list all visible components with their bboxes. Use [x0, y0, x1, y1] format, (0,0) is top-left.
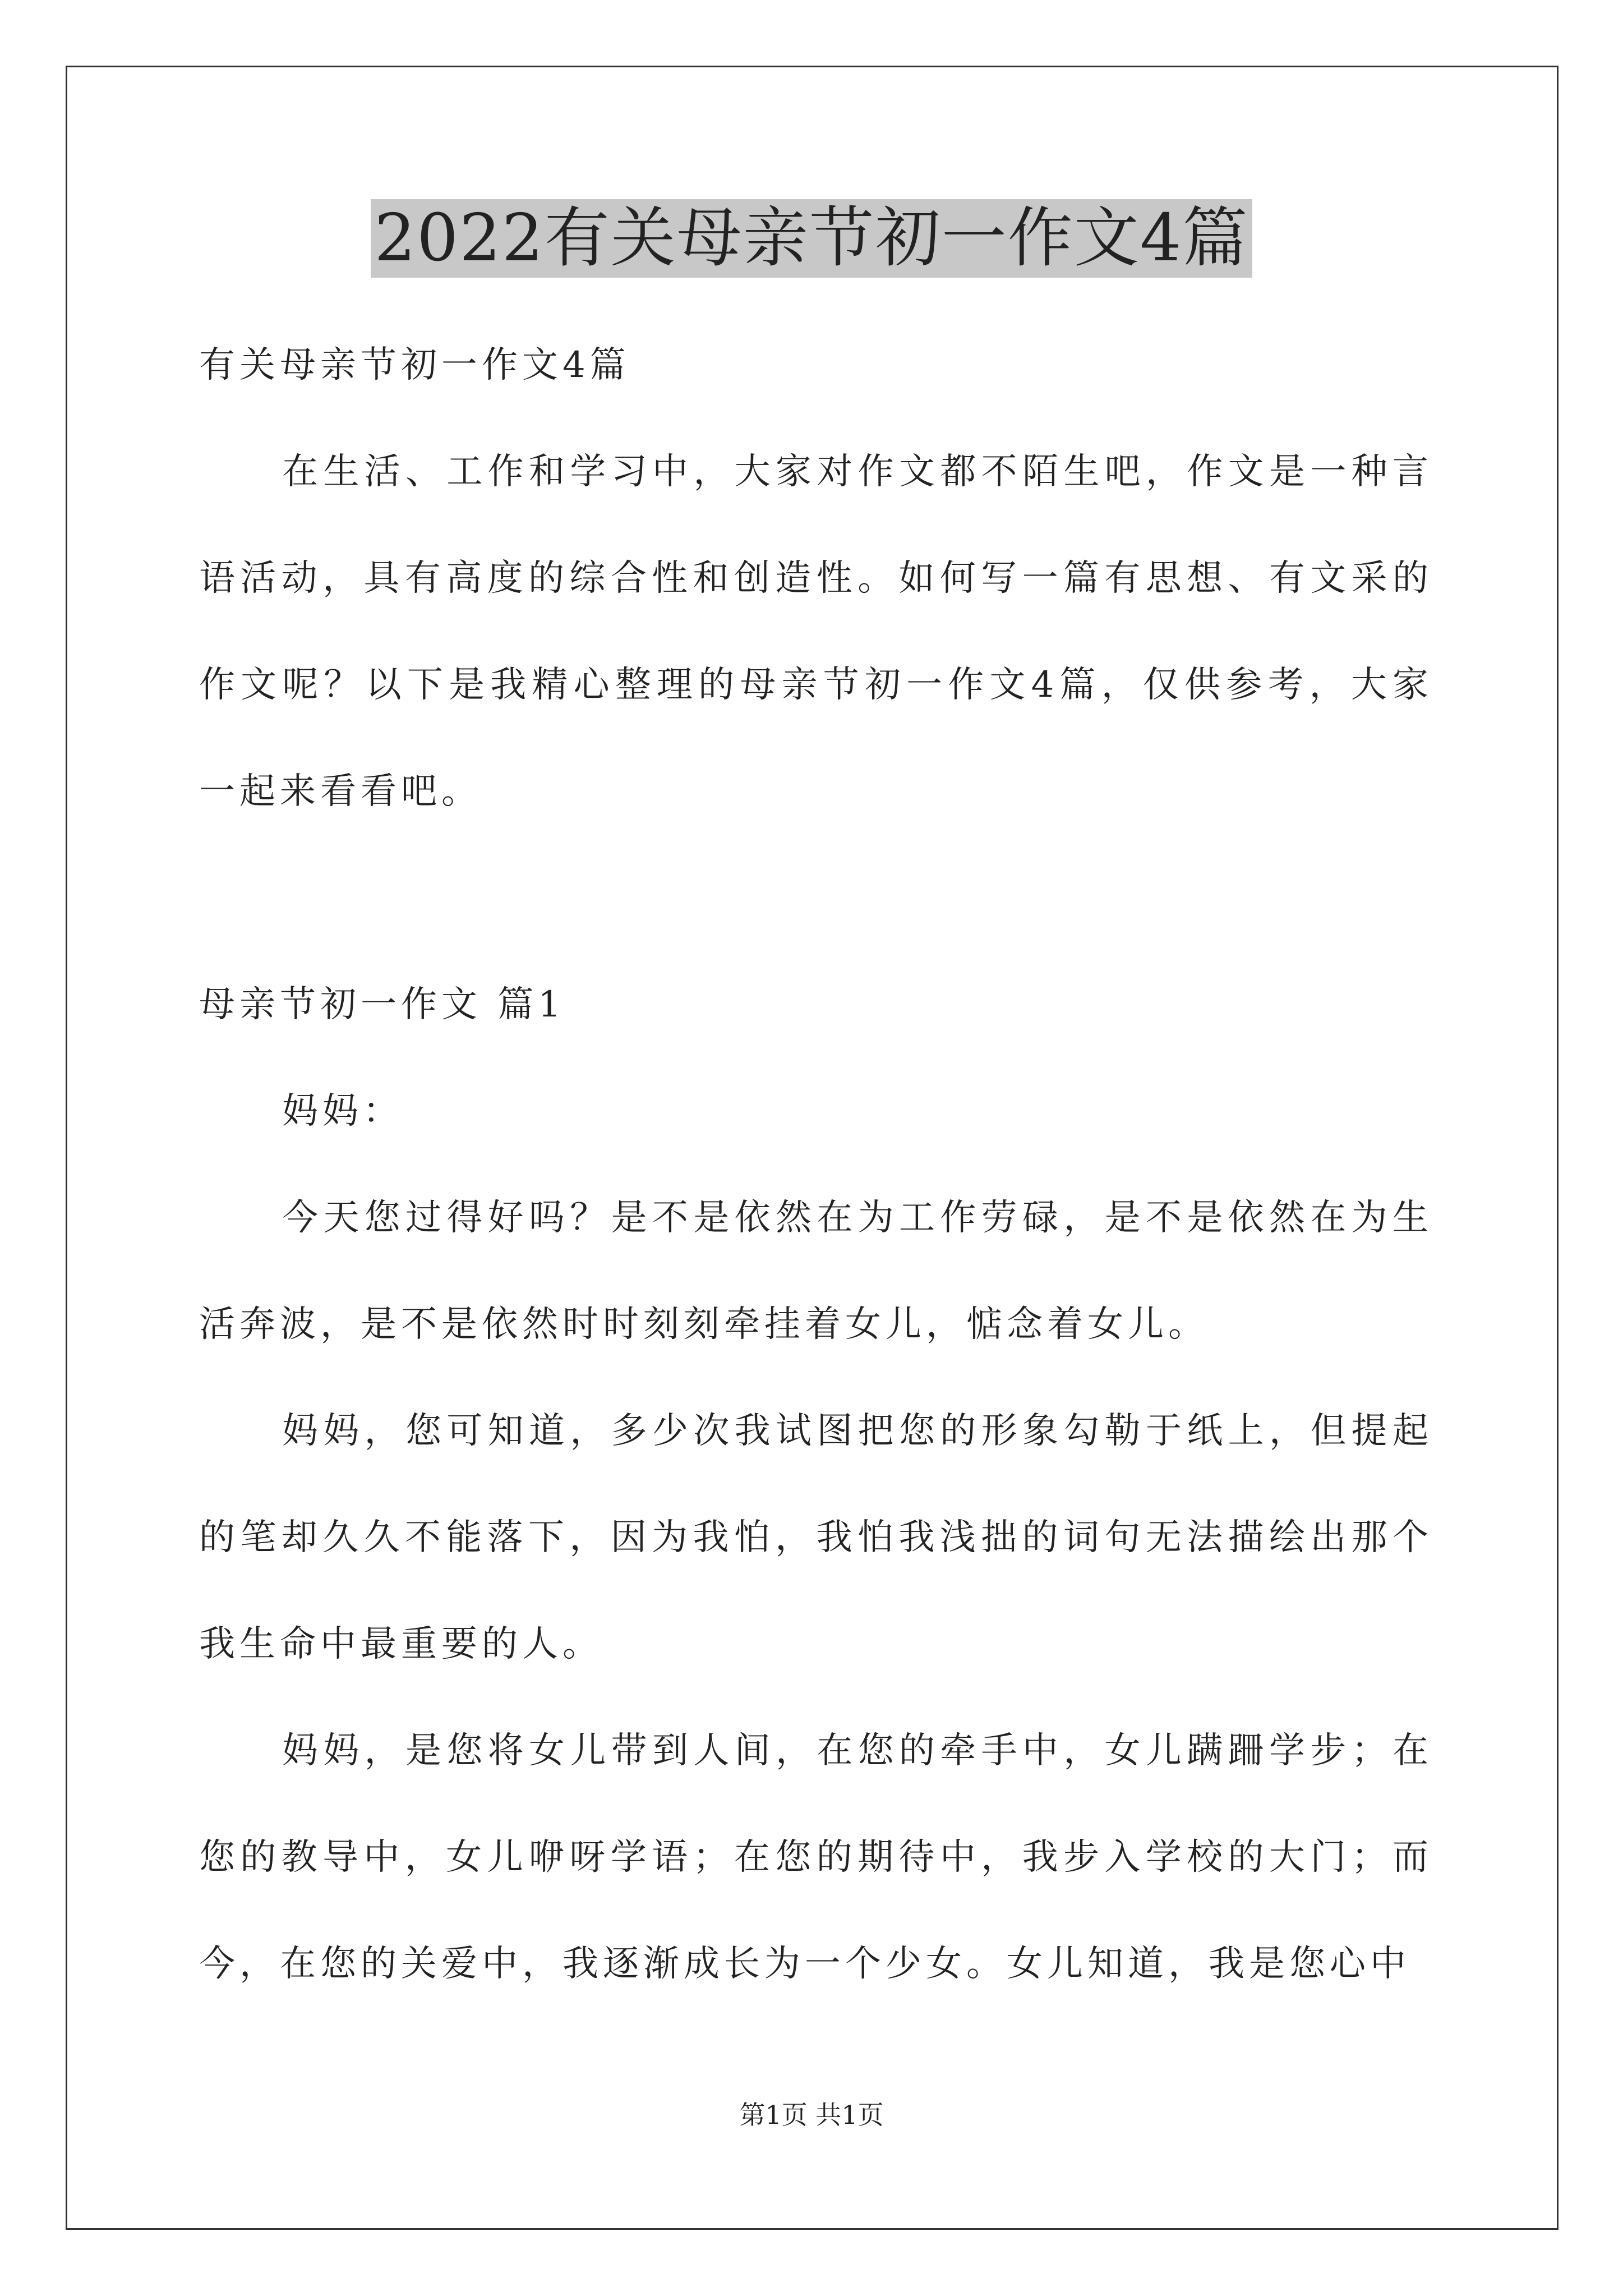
body-paragraph: 今天您过得好吗？是不是依然在为工作劳碌，是不是依然在为生活奔波，是不是依然时时刻刻牵挂着女儿，惦念着女儿。: [199, 1197, 1433, 1345]
document-title-text: 2022有关母亲节初一作文4篇: [371, 199, 1252, 278]
page-footer: 第1页 共1页: [739, 2100, 884, 2130]
intro-paragraph: 在生活、工作和学习中，大家对作文都不陌生吧，作文是一种言语活动，具有高度的综合性和创造性。如何写一篇有思想、有文采的作文呢？以下是我精心整理的母亲节初一作文4篇，仅供参考，大家一起来看看吧。: [199, 451, 1433, 812]
body-paragraph: 妈妈，是您将女儿带到人间，在您的牵手中，女儿蹒跚学步；在您的教导中，女儿咿呀学语；在您的期待中，我步入学校的大门；而今，在您的关爱中，我逐渐成长为一个少女。女儿知道，我是您心中: [199, 1730, 1433, 1985]
document-title: [0, 199, 1623, 278]
body-paragraph: 妈妈：: [282, 1091, 403, 1132]
body-paragraph: 妈妈，您可知道，多少次我试图把您的形象勾勒于纸上，但提起的笔却久久不能落下，因为我怕，我怕我浅拙的词句无法描绘出那个我生命中最重要的人。: [199, 1410, 1433, 1665]
document-subtitle: 有关母亲节初一作文4篇: [199, 344, 630, 386]
section-heading: 母亲节初一作文 篇1: [199, 984, 566, 1025]
document-body: [199, 312, 1433, 2017]
